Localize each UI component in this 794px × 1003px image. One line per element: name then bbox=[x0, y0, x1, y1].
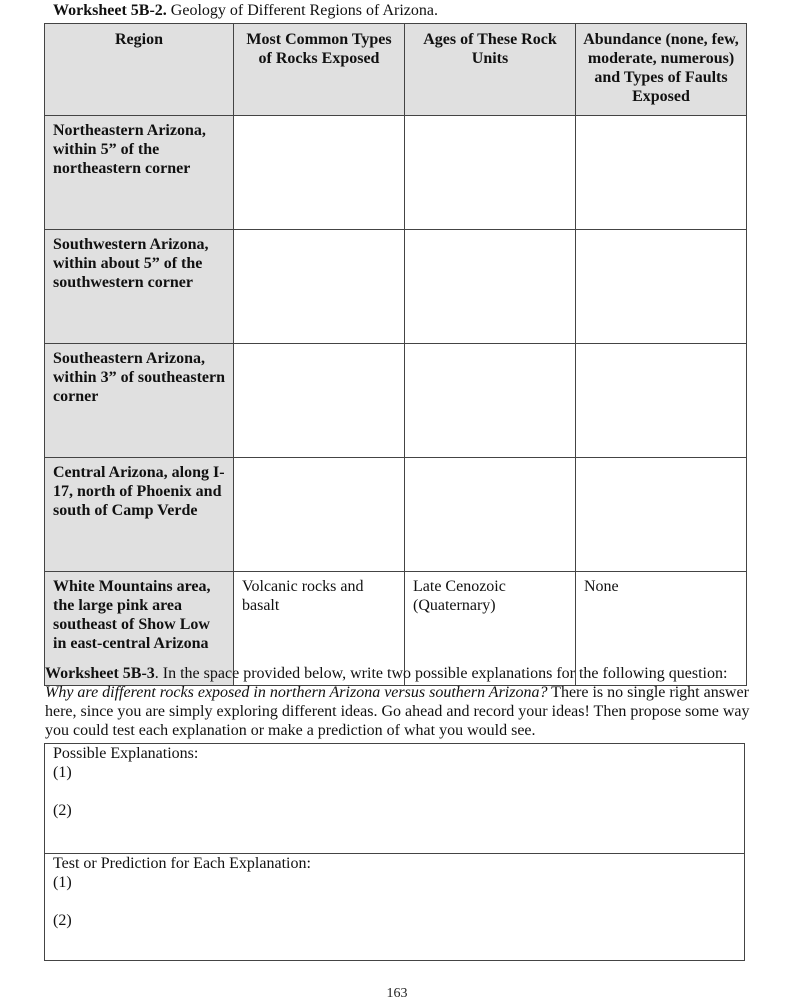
worksheet-5b3-instructions bbox=[45, 664, 755, 740]
rock-ages-cell[interactable] bbox=[405, 230, 576, 344]
worksheet-5b2-label: Worksheet 5B-2. bbox=[53, 2, 167, 19]
faults-cell[interactable] bbox=[576, 344, 747, 458]
table-row bbox=[45, 230, 747, 344]
explanation-1-label: (1) bbox=[53, 764, 72, 781]
explanation-2-label: (2) bbox=[53, 802, 72, 819]
header-faults: Abundance (none, few, moderate, numerous) and Types of Faults Exposed bbox=[576, 24, 747, 116]
geology-table bbox=[44, 23, 747, 686]
tests-box[interactable] bbox=[44, 853, 745, 961]
rock-types-cell[interactable] bbox=[234, 230, 405, 344]
rock-types-cell[interactable] bbox=[234, 344, 405, 458]
rock-types-cell[interactable] bbox=[234, 116, 405, 230]
rock-ages-cell[interactable]: Late Cenozoic (Quaternary) bbox=[405, 572, 576, 686]
rock-ages-cell[interactable] bbox=[405, 344, 576, 458]
faults-cell[interactable] bbox=[576, 458, 747, 572]
region-cell: Southeastern Arizona, within 3” of southeastern corner bbox=[45, 344, 234, 458]
rock-ages-cell[interactable] bbox=[405, 458, 576, 572]
faults-cell[interactable]: None bbox=[576, 572, 747, 686]
rock-ages-cell[interactable] bbox=[405, 116, 576, 230]
worksheet-5b3-label: Worksheet 5B-3 bbox=[45, 665, 155, 682]
region-cell: White Mountains area, the large pink area southeast of Show Low in east-central Arizona bbox=[45, 572, 234, 686]
page-number: 163 bbox=[386, 986, 408, 1001]
region-cell: Northeastern Arizona, within 5” of the northeastern corner bbox=[45, 116, 234, 230]
table-row bbox=[45, 458, 747, 572]
table-row bbox=[45, 116, 747, 230]
region-cell: Central Arizona, along I-17, north of Phoenix and south of Camp Verde bbox=[45, 458, 234, 572]
header-rock-types: Most Common Types of Rocks Exposed bbox=[234, 24, 405, 116]
tests-heading: Test or Prediction for Each Explanation: bbox=[53, 855, 311, 872]
header-region: Region bbox=[45, 24, 234, 116]
rock-types-cell[interactable] bbox=[234, 458, 405, 572]
explanations-box[interactable] bbox=[44, 743, 745, 853]
faults-cell[interactable] bbox=[576, 230, 747, 344]
worksheet-5b3-intro: . In the space provided below, write two possible explanations for the following question: bbox=[154, 665, 728, 682]
rock-types-cell[interactable]: Volcanic rocks and basalt bbox=[234, 572, 405, 686]
table-row bbox=[45, 344, 747, 458]
worksheet-5b3-question: Why are different rocks exposed in northern Arizona versus southern Arizona? bbox=[45, 684, 548, 701]
faults-cell[interactable] bbox=[576, 116, 747, 230]
worksheet-5b3-directions: There is no single right answer here, since you are simply exploring different ideas. Go ahead and record your ideas! Then propose some way you could test each explanation or make a prediction of what you would see. bbox=[45, 684, 750, 739]
explanations-heading: Possible Explanations: bbox=[53, 745, 199, 762]
header-rock-ages: Ages of These Rock Units bbox=[405, 24, 576, 116]
region-cell: Southwestern Arizona, within about 5” of the southwestern corner bbox=[45, 230, 234, 344]
test-1-label: (1) bbox=[53, 874, 72, 891]
table-header-row bbox=[45, 24, 747, 116]
worksheet-5b2-title-text: Geology of Different Regions of Arizona. bbox=[166, 2, 438, 19]
worksheet-5b2-title bbox=[53, 1, 773, 20]
test-2-label: (2) bbox=[53, 912, 72, 929]
